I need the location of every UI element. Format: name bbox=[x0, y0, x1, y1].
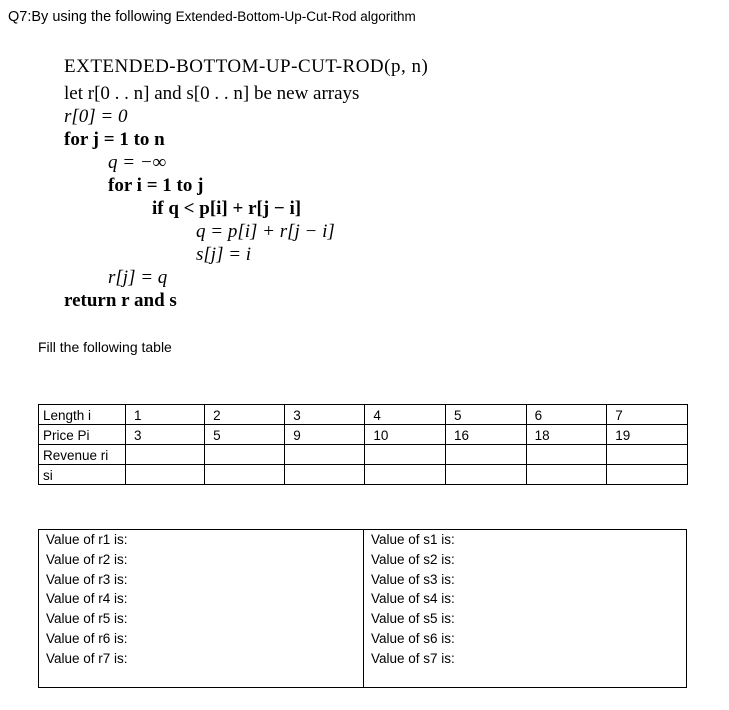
algo-line-9: r[j] = q bbox=[108, 267, 168, 288]
table-header-revenue: Revenue ri bbox=[39, 445, 126, 465]
table-cell-blank bbox=[526, 445, 607, 465]
fill-instruction: Fill the following table bbox=[38, 339, 172, 355]
algo-line-6: if q < p[i] + r[j − i] bbox=[152, 198, 302, 219]
rod-cutting-table bbox=[38, 404, 688, 485]
r7-answer-label: Value of r7 is: bbox=[46, 651, 128, 666]
table-cell-blank bbox=[445, 465, 526, 485]
table-cell: 16 bbox=[445, 425, 526, 445]
table-cell-blank bbox=[205, 465, 285, 485]
algo-line-3: for j = 1 to n bbox=[64, 129, 165, 150]
r2-answer-label: Value of r2 is: bbox=[46, 552, 128, 567]
s7-answer-label: Value of s7 is: bbox=[371, 651, 455, 666]
algo-line-7: q = p[i] + r[j − i] bbox=[196, 221, 335, 242]
table-cell: 3 bbox=[285, 405, 365, 425]
table-cell: 18 bbox=[526, 425, 607, 445]
table-header-length: Length i bbox=[39, 405, 126, 425]
question-algorithm-name: Extended-Bottom-Up-Cut-Rod algorithm bbox=[175, 9, 416, 24]
table-cell-blank bbox=[126, 445, 205, 465]
algo-line-8: s[j] = i bbox=[196, 244, 252, 265]
answers-box bbox=[38, 529, 687, 688]
table-cell: 2 bbox=[205, 405, 285, 425]
algo-line-10: return r and s bbox=[64, 290, 177, 311]
algo-line-5: for i = 1 to j bbox=[108, 175, 204, 196]
s1-answer-label: Value of s1 is: bbox=[371, 532, 455, 547]
table-row-s bbox=[39, 465, 688, 485]
s2-answer-label: Value of s2 is: bbox=[371, 552, 455, 567]
algo-line-2: r[0] = 0 bbox=[64, 106, 128, 127]
table-cell: 5 bbox=[445, 405, 526, 425]
table-cell-blank bbox=[365, 445, 446, 465]
table-cell: 3 bbox=[126, 425, 205, 445]
table-cell-blank bbox=[285, 445, 365, 465]
table-header-s: si bbox=[39, 465, 126, 485]
s5-answer-label: Value of s5 is: bbox=[371, 611, 455, 626]
algo-line-1: let r[0 . . n] and s[0 . . n] be new arrays bbox=[64, 83, 360, 104]
algorithm-title: EXTENDED-BOTTOM-UP-CUT-ROD(p, n) bbox=[64, 56, 429, 77]
table-row-length bbox=[39, 405, 688, 425]
table-cell: 10 bbox=[365, 425, 446, 445]
r1-answer-label: Value of r1 is: bbox=[46, 532, 128, 547]
r6-answer-label: Value of r6 is: bbox=[46, 631, 128, 646]
table-cell-blank bbox=[526, 465, 607, 485]
r4-answer-label: Value of r4 is: bbox=[46, 591, 128, 606]
table-cell: 5 bbox=[205, 425, 285, 445]
table-cell: 19 bbox=[607, 425, 688, 445]
table-cell: 7 bbox=[607, 405, 688, 425]
table-cell: 1 bbox=[126, 405, 205, 425]
table-cell-blank bbox=[285, 465, 365, 485]
table-cell-blank bbox=[607, 445, 688, 465]
r3-answer-label: Value of r3 is: bbox=[46, 572, 128, 587]
table-cell-blank bbox=[445, 445, 526, 465]
r-values-column bbox=[39, 530, 364, 687]
s-values-column bbox=[363, 530, 686, 687]
s6-answer-label: Value of s6 is: bbox=[371, 631, 455, 646]
table-cell-blank bbox=[205, 445, 285, 465]
table-cell: 4 bbox=[365, 405, 446, 425]
table-cell-blank bbox=[607, 465, 688, 485]
s4-answer-label: Value of s4 is: bbox=[371, 591, 455, 606]
table-cell: 6 bbox=[526, 405, 607, 425]
question-prefix: Q7:By using the following bbox=[8, 9, 172, 25]
table-row-price bbox=[39, 425, 688, 445]
algo-line-4: q = −∞ bbox=[108, 152, 167, 173]
r5-answer-label: Value of r5 is: bbox=[46, 611, 128, 626]
table-cell-blank bbox=[365, 465, 446, 485]
table-row-revenue bbox=[39, 445, 688, 465]
table-header-price: Price Pi bbox=[39, 425, 126, 445]
question-heading bbox=[8, 9, 416, 25]
table-cell-blank bbox=[126, 465, 205, 485]
s3-answer-label: Value of s3 is: bbox=[371, 572, 455, 587]
table-cell: 9 bbox=[285, 425, 365, 445]
